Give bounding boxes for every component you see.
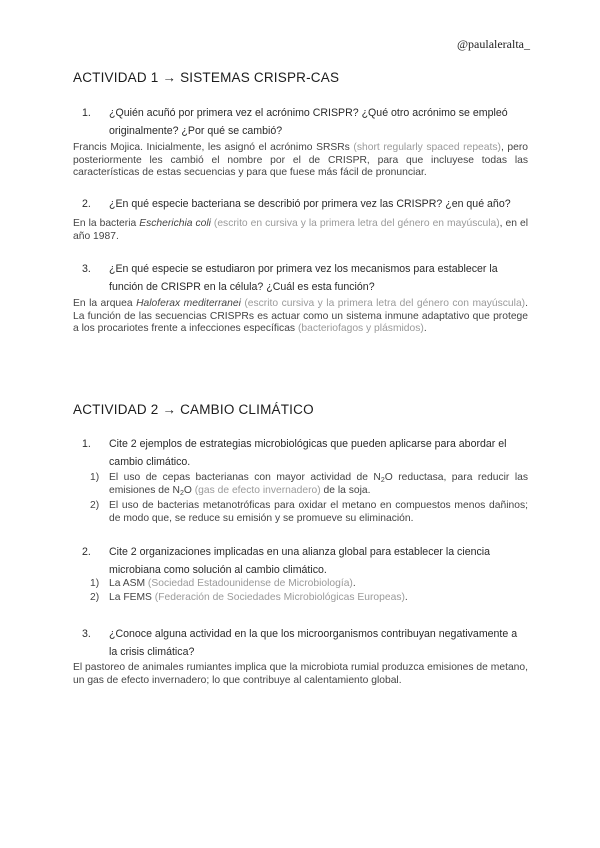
question-text: ¿En qué especie se estudiaron por primera vez los mecanismos para establecer la función de CRISPR en la célula? ¿Cuál es esta función? — [109, 263, 498, 293]
activity-1-question-3 — [82, 261, 528, 296]
question-number: 2. — [82, 546, 91, 558]
list-text: El uso de cepas bacterianas con mayor actividad de $N_2O$ reductasa, para reducir las emisiones de $N_2O$ (gas de efecto invernadero) de la soja. — [109, 472, 528, 497]
question-text: ¿En qué especie bacteriana se describió por primera vez las CRISPR? ¿en qué año? — [109, 198, 511, 210]
answer-text: En la bacteria — [73, 218, 140, 229]
activity-2-answer-3: El pastoreo de animales rumiantes implica que la microbiota rumial produzca emisiones de metano, un gas de efecto invernadero; lo que contribuye al calentamiento global. — [73, 662, 528, 686]
species-name: Haloferax mediterranei — [136, 298, 241, 309]
answer-text: , en el año 1987. — [73, 218, 528, 242]
question-text: Cite 2 organizaciones implicadas en una alianza global para establecer la ciencia microbiana como solución al cambio climático. — [109, 546, 491, 576]
list-text: El uso de bacterias metanotróficas para oxidar el metano en compuestos menos dañinos; de modo que, se reduce su emisión y se promueve su eliminación. — [109, 500, 528, 524]
activity-1-answer-1 — [73, 142, 528, 180]
question-text: Cite 2 ejemplos de estrategias microbiológicas que pueden aplicarse para abordar el cambio climático. — [109, 438, 507, 468]
list-number: 1) — [90, 472, 100, 483]
question-number: 2. — [82, 198, 91, 210]
question-number: 1. — [82, 438, 91, 450]
question-text: ¿Conoce alguna actividad en la que los microorganismos contribuyan negativamente a la crisis climática? — [109, 628, 518, 658]
list-number: 2) — [90, 500, 100, 511]
activity-2-title: ACTIVIDAD 2 → CAMBIO CLIMÁTICO — [73, 402, 314, 417]
answer-note: (escrito cursiva y la primera letra del género con mayúscula) — [240, 298, 526, 309]
answer-text: , pero posteriormente les cambió el nombre por el de CRISPR, para que incluyese todas las características de estas secuencias y para que fuese más fácil de pronunciar. — [73, 142, 528, 178]
activity-2-organization-1 — [90, 578, 528, 591]
activity-2-example-2 — [90, 500, 528, 525]
answer-text: . La función de las secuencias CRISPRs es actuar como un sistema inmune adaptativo que protege a los procariotes frente a infecciones específicas — [73, 298, 528, 334]
list-number: 1) — [90, 578, 100, 589]
question-number: 3. — [82, 263, 91, 275]
activity-2-example-1 — [90, 472, 528, 497]
answer-text: . — [423, 323, 427, 334]
answer-note: (escrito en cursiva y la primera letra del género en mayúscula) — [210, 218, 500, 229]
answer-note: (bacteriofagos y plásmidos) — [297, 323, 424, 334]
activity-1-question-1 — [82, 105, 528, 140]
answer-text: En la arquea — [73, 298, 137, 309]
activity-1-question-2 — [82, 196, 528, 214]
activity-1-answer-3 — [73, 298, 528, 336]
question-number: 3. — [82, 628, 91, 640]
activity-2-question-1 — [82, 436, 528, 471]
answer-text: Francis Mojica. Inicialmente, les asignó el acrónimo SRSRs — [73, 142, 354, 153]
list-text: La ASM (Sociedad Estadounidense de Microbiología). — [109, 578, 356, 589]
question-text: ¿Quién acuñó por primera vez el acrónimo CRISPR? ¿Qué otro acrónimo se empleó originalmente? ¿Por qué se cambió? — [109, 107, 508, 137]
species-name: Escherichia coli — [139, 218, 211, 229]
activity-2-question-2 — [82, 544, 528, 579]
list-number: 2) — [90, 592, 100, 603]
activity-2-organization-2 — [90, 592, 528, 605]
question-number: 1. — [82, 107, 91, 119]
answer-note: (short regularly spaced repeats) — [353, 142, 501, 153]
activity-2-question-3 — [82, 626, 528, 661]
author-handle: @paulaleralta_ — [456, 37, 530, 51]
activity-1-title: ACTIVIDAD 1 → SISTEMAS CRISPR-CAS — [73, 70, 340, 85]
activity-1-answer-2 — [73, 218, 528, 243]
list-text: La FEMS (Federación de Sociedades Microbiológicas Europeas). — [109, 592, 408, 603]
